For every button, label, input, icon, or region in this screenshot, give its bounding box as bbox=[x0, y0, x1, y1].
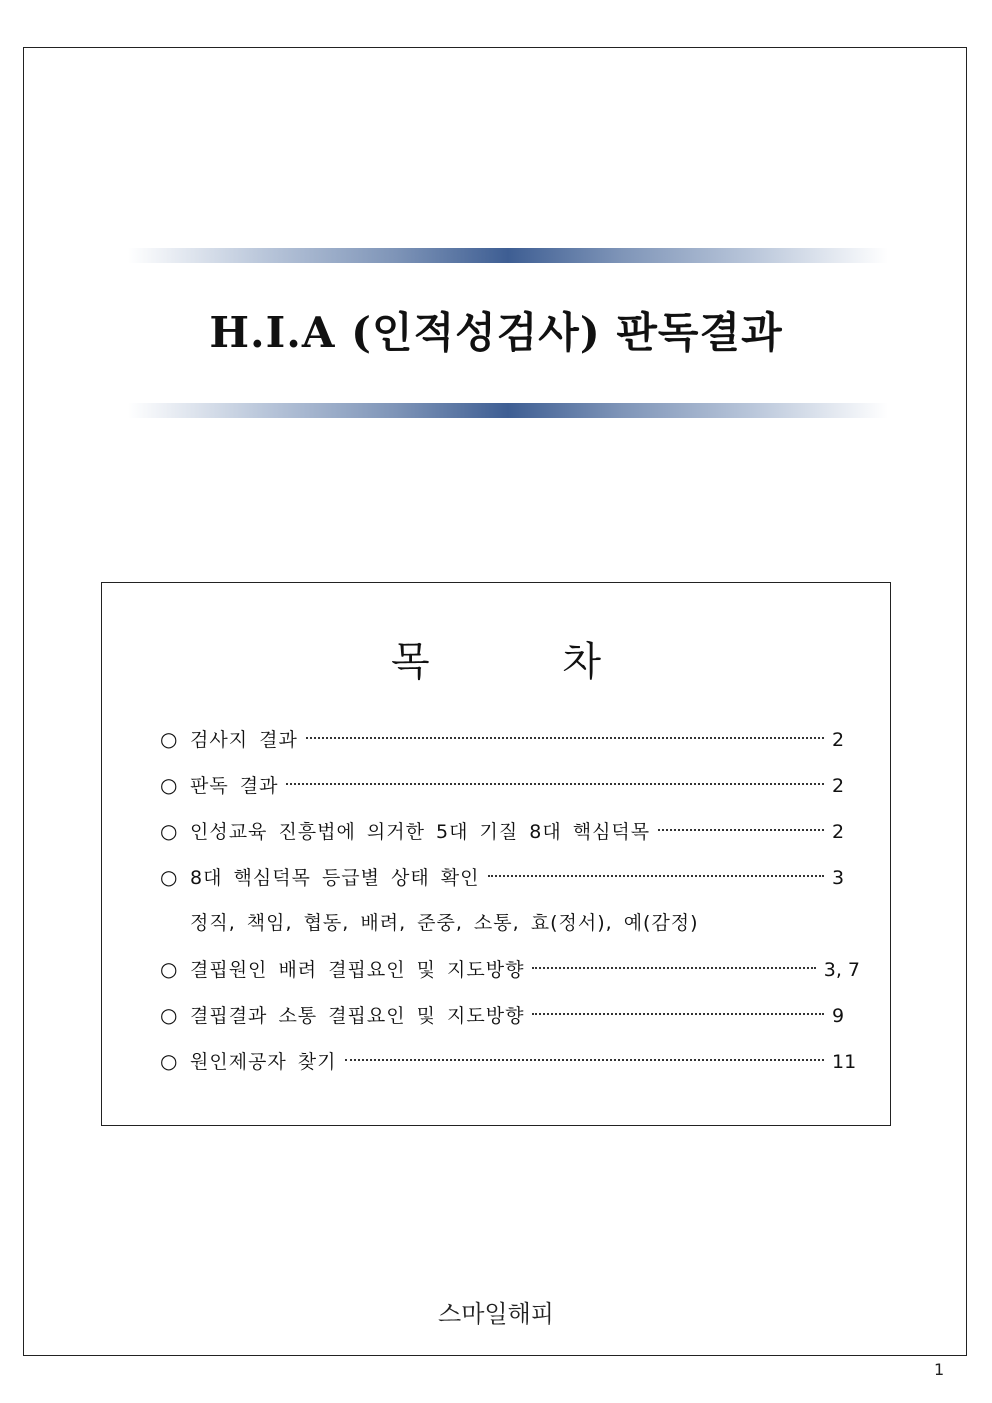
dot-leader bbox=[306, 737, 824, 739]
toc-entry-page: 3, 7 bbox=[823, 959, 860, 981]
circle-bullet-icon: ○ bbox=[160, 865, 178, 889]
toc-entry-page: 11 bbox=[832, 1051, 857, 1073]
toc-entry-label: 판독 결과 bbox=[190, 775, 279, 797]
toc-heading: 목 차 bbox=[391, 639, 661, 685]
toc-entry[interactable] bbox=[160, 814, 860, 860]
dot-leader bbox=[532, 967, 815, 969]
toc-entry[interactable] bbox=[160, 1044, 860, 1090]
toc-entry-page: 3 bbox=[832, 867, 845, 889]
title-top-rule bbox=[128, 248, 888, 263]
toc-entry-label: 8대 핵심덕목 등급별 상태 확인 bbox=[190, 867, 480, 889]
page-title: H.I.A (인적성검사) 판독결과 bbox=[209, 308, 783, 357]
toc-entry[interactable] bbox=[160, 768, 860, 814]
toc-entry-label: 결핍결과 소통 결핍요인 및 지도방향 bbox=[190, 1005, 525, 1027]
toc-entry-page: 9 bbox=[832, 1005, 845, 1027]
footer-organization: 스마일해피 bbox=[438, 1300, 554, 1328]
circle-bullet-icon: ○ bbox=[160, 727, 178, 751]
dot-leader bbox=[658, 829, 824, 831]
title-bottom-rule bbox=[128, 403, 888, 418]
toc-entry[interactable] bbox=[160, 998, 860, 1044]
toc-entry-label: 인성교육 진흥법에 의거한 5대 기질 8대 핵심덕목 bbox=[190, 821, 651, 843]
toc-entry[interactable] bbox=[160, 952, 860, 998]
circle-bullet-icon: ○ bbox=[160, 1003, 178, 1027]
toc-entry[interactable] bbox=[160, 722, 860, 768]
toc-entry-label: 결핍원인 배려 결핍요인 및 지도방향 bbox=[190, 959, 525, 981]
toc-entry-page: 2 bbox=[832, 775, 845, 797]
dot-leader bbox=[286, 783, 824, 785]
dot-leader bbox=[345, 1059, 824, 1061]
toc-entry-page: 2 bbox=[832, 821, 845, 843]
dot-leader bbox=[488, 875, 825, 877]
dot-leader bbox=[532, 1013, 824, 1015]
toc-entry[interactable] bbox=[160, 860, 860, 906]
page-number: 1 bbox=[934, 1360, 945, 1379]
toc-subentry: 정직, 책임, 협동, 배려, 준중, 소통, 효(정서), 예(감정) bbox=[190, 912, 699, 934]
circle-bullet-icon: ○ bbox=[160, 773, 178, 797]
toc-entry-page: 2 bbox=[832, 729, 845, 751]
circle-bullet-icon: ○ bbox=[160, 1049, 178, 1073]
toc-list bbox=[160, 722, 860, 1090]
toc-entry-label: 검사지 결과 bbox=[190, 729, 298, 751]
circle-bullet-icon: ○ bbox=[160, 957, 178, 981]
toc-entry-label: 원인제공자 찾기 bbox=[190, 1051, 337, 1073]
circle-bullet-icon: ○ bbox=[160, 819, 178, 843]
